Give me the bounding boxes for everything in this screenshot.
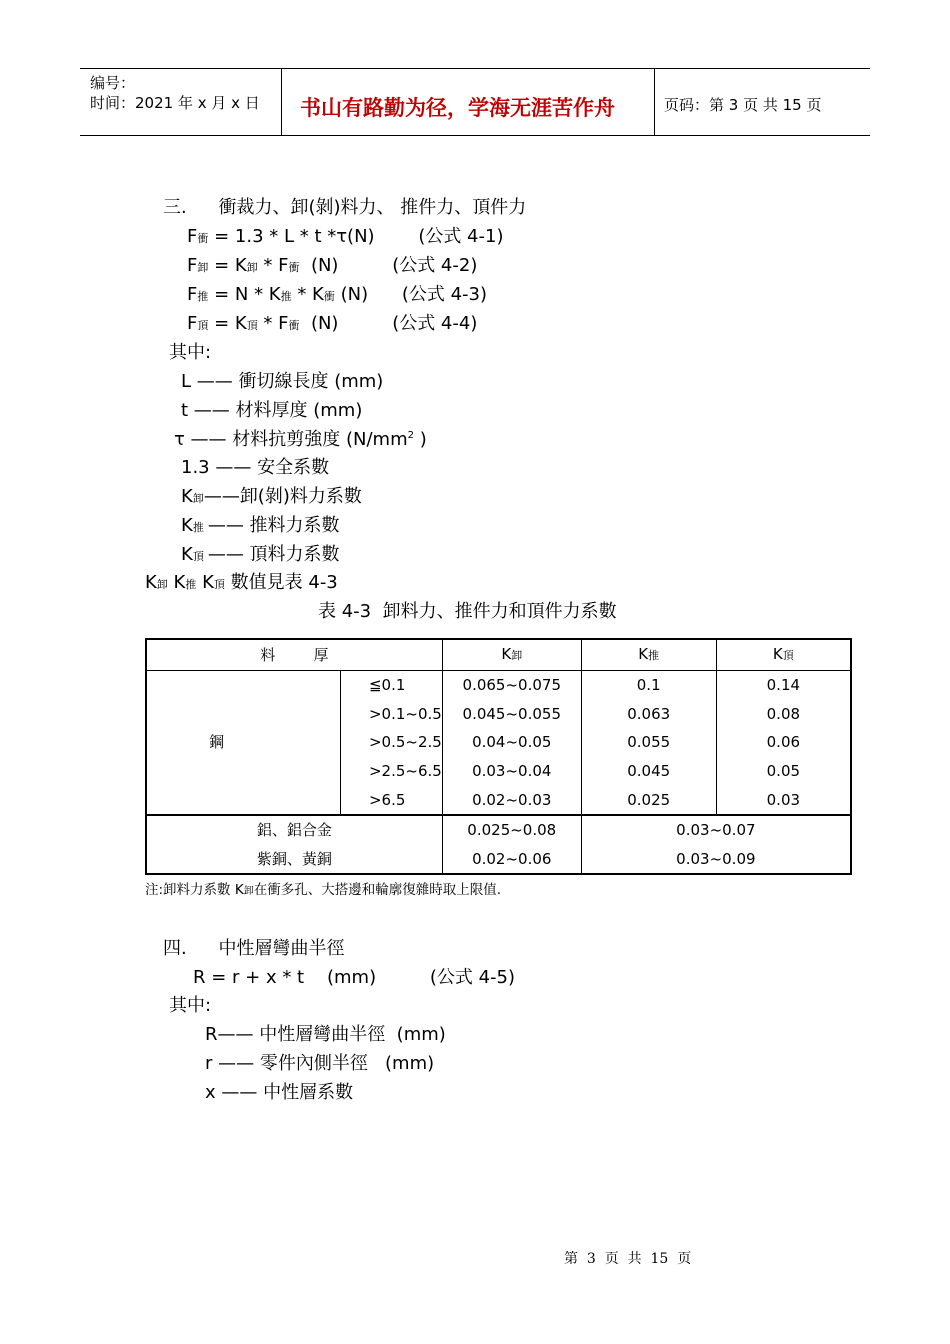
formula-4-3: F推 = N * K推 * K衝 (N) (公式 4-3)	[187, 284, 487, 305]
thickness-cell: >2.5~6.5	[368, 762, 442, 781]
k-top-cell: 0.05	[716, 757, 851, 786]
k-unload-cell: 0.045~0.055	[442, 700, 581, 729]
k-push-top-cell: 0.03~0.09	[676, 849, 756, 868]
thickness-cell: >0.1~0.5	[368, 704, 442, 723]
formula-4-2: F卸 = K卸 * F衝 (N) (公式 4-2)	[187, 255, 478, 276]
k-push-cell: 0.055	[627, 733, 671, 752]
thickness-cell: ≦0.1	[368, 676, 406, 695]
footer-page-number: 第 3 页 共 15 页	[564, 1251, 692, 1267]
definition-tau: τ —— 材料抗剪強度 ($N/mm^2$ )	[174, 429, 427, 450]
k-values-reference: K卸 K推 K頂 數值見表 4-3	[145, 572, 338, 593]
k-unload-cell: 0.025~0.08	[442, 815, 581, 845]
k-push-cell: 0.063	[627, 704, 671, 723]
header-material-thickness: 料 厚	[146, 639, 442, 671]
table-caption: 表 4-3 卸料力、推件力和頂件力系數	[318, 601, 617, 622]
section4-heading	[163, 934, 344, 960]
k-unload-cell: 0.02~0.06	[442, 845, 581, 875]
formula-4-1: F衝 = 1.3 * L * t *τ(N) (公式 4-1)	[187, 226, 504, 247]
steel-label: 鋼	[146, 671, 340, 815]
table-header-row	[146, 639, 851, 671]
k-unload-cell: 0.02~0.03	[442, 785, 581, 815]
k-top-cell: 0.06	[716, 728, 851, 757]
k-unload-cell: 0.03~0.04	[442, 757, 581, 786]
definition-safety: 1.3 —— 安全系數	[181, 457, 330, 478]
definition-k-push: K推 —— 推料力系數	[181, 515, 340, 536]
coefficient-table	[145, 638, 852, 875]
k-push-cell: 0.1	[636, 676, 661, 695]
header-page-label: 页码：第 3 页 共 15 页	[664, 96, 822, 114]
definition-t: t —— 材料厚度 (mm)	[181, 400, 363, 421]
k-top-cell: 0.14	[716, 671, 851, 700]
material-cell: 鋁、鋁合金	[146, 815, 442, 845]
header-bottom-rule	[80, 135, 870, 136]
definition-x: x —— 中性層系數	[205, 1082, 354, 1103]
section4-where-label: 其中:	[169, 995, 212, 1016]
table-row	[146, 671, 851, 700]
k-push-cell: 0.025	[627, 790, 671, 809]
formula-4-5: R = r + x * t (mm) (公式 4-5)	[193, 967, 516, 988]
k-unload-cell: 0.065~0.075	[442, 671, 581, 700]
where-label: 其中:	[169, 342, 212, 363]
doc-number-label: 编号：	[90, 74, 136, 92]
section3-title: 衝裁力、卸(剝)料力、 推件力、頂件力	[218, 197, 527, 218]
header-k-unload: K卸	[442, 639, 581, 671]
definition-k-unload: K卸——卸(剝)料力系數	[181, 486, 362, 507]
header-motto: 书山有路勤为径，学海无涯苦作舟	[300, 95, 615, 120]
thickness-cell: >0.5~2.5	[368, 733, 442, 752]
date-label: 时间：2021 年 x 月 x 日	[90, 94, 260, 112]
definition-k-top: K頂 —— 頂料力系數	[181, 544, 340, 565]
definition-r: r —— 零件內側半徑 (mm)	[205, 1053, 435, 1074]
k-push-top-cell: 0.03~0.07	[676, 821, 756, 840]
header-divider-right	[654, 68, 655, 136]
material-cell: 紫銅、黃銅	[146, 845, 442, 875]
table-note: 注:卸料力系數 K卸在衝多孔、大搭邊和輪廓復雜時取上限值.	[145, 882, 501, 898]
k-unload-cell: 0.04~0.05	[442, 728, 581, 757]
definition-L: L —— 衝切線長度 (mm)	[181, 371, 384, 392]
thickness-cell: >6.5	[368, 790, 406, 809]
k-top-cell: 0.08	[716, 700, 851, 729]
section4-title: 中性層彎曲半徑	[218, 938, 345, 959]
table-row	[146, 845, 851, 875]
definition-R: R—— 中性層彎曲半徑 (mm)	[205, 1024, 446, 1045]
k-push-cell: 0.045	[627, 762, 671, 781]
header-divider-left	[281, 68, 282, 136]
section3-heading	[163, 193, 526, 219]
header-k-push: K推	[581, 639, 716, 671]
header-top-rule	[80, 68, 870, 69]
section4-number: 四.	[163, 938, 187, 959]
header-k-top: K頂	[716, 639, 851, 671]
section3-number: 三.	[163, 197, 187, 218]
k-top-cell: 0.03	[716, 785, 851, 815]
formula-4-4: F頂 = K頂 * F衝 (N) (公式 4-4)	[187, 313, 478, 334]
table-row	[146, 815, 851, 845]
